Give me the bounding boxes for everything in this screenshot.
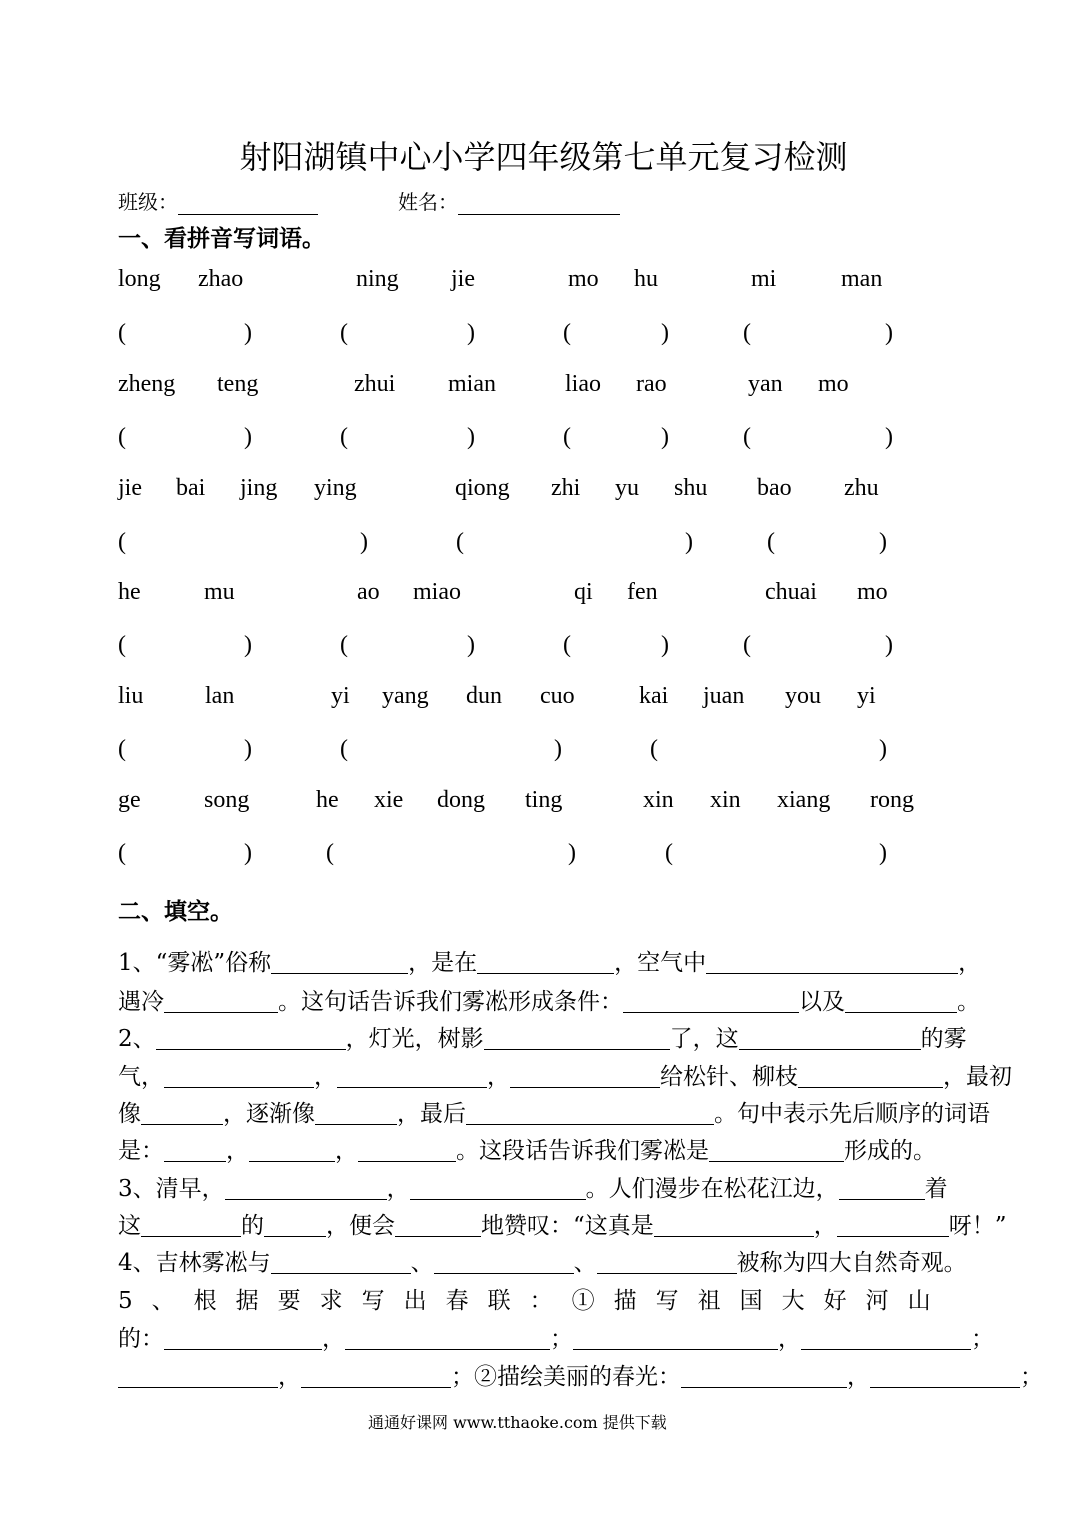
q5-line1: 5、根据要求写出春联：①描写祖国大好河山 (118, 1288, 950, 1314)
answer-paren-close: ) (467, 320, 475, 346)
pinyin: zhu (844, 475, 879, 501)
pinyin: mu (204, 579, 235, 605)
answer-blank[interactable] (141, 1214, 241, 1237)
answer-paren-open: ( (118, 529, 126, 555)
answer-paren-close: ) (467, 424, 475, 450)
answer-blank[interactable] (434, 1251, 574, 1274)
answer-blank[interactable] (118, 1365, 278, 1388)
answer-paren-close: ) (244, 632, 252, 658)
answer-paren-close: ) (879, 736, 887, 762)
answer-paren-close: ) (244, 736, 252, 762)
answer-paren-open: ( (118, 320, 126, 346)
answer-paren-close: ) (661, 632, 669, 658)
answer-blank[interactable] (337, 1065, 487, 1088)
pinyin: chuai (765, 579, 817, 605)
answer-blank[interactable] (706, 951, 958, 974)
answer-paren-close: ) (885, 424, 893, 450)
pinyin: qiong (455, 475, 510, 501)
answer-blank[interactable] (271, 951, 408, 974)
pinyin: mian (448, 371, 496, 397)
pinyin: long (118, 266, 161, 292)
answer-blank[interactable] (681, 1365, 847, 1388)
pinyin: ying (314, 475, 357, 501)
pinyin: you (785, 683, 821, 709)
pinyin: zhao (198, 266, 244, 292)
answer-paren-open: ( (118, 840, 126, 866)
answer-paren-close: ) (467, 632, 475, 658)
answer-blank[interactable] (410, 1177, 586, 1200)
answer-blank[interactable] (466, 1102, 714, 1125)
answer-blank[interactable] (164, 990, 278, 1013)
answer-paren-open: ( (665, 840, 673, 866)
q2-line4: 是： ， ， 。这段话告诉我们雾凇是 形成的。 (118, 1138, 936, 1164)
pinyin: xin (643, 787, 674, 813)
answer-paren-close: ) (360, 529, 368, 555)
answer-paren-open: ( (743, 424, 751, 450)
answer-paren-close: ) (661, 424, 669, 450)
pinyin: he (316, 787, 339, 813)
pinyin: dong (437, 787, 485, 813)
pinyin: mo (818, 371, 849, 397)
answer-blank[interactable] (225, 1177, 387, 1200)
pinyin: yu (615, 475, 639, 501)
answer-blank[interactable] (141, 1102, 223, 1125)
answer-blank[interactable] (164, 1139, 226, 1162)
answer-blank[interactable] (623, 990, 799, 1013)
pinyin: liao (565, 371, 601, 397)
pinyin: ao (357, 579, 380, 605)
pinyin: kai (639, 683, 669, 709)
answer-paren-open: ( (118, 424, 126, 450)
q2-line2: 气， ， ， 给松针、柳枝 ，最初 (118, 1064, 1012, 1090)
pinyin: xiang (777, 787, 831, 813)
q5-line2: 的： ， ； ， ； (118, 1326, 994, 1352)
pinyin: ning (356, 266, 399, 292)
pinyin: yan (748, 371, 783, 397)
answer-blank[interactable] (156, 1027, 346, 1050)
section1-heading: 一、看拼音写词语。 (118, 225, 325, 252)
name-field (398, 186, 620, 215)
q5-line3: ， ；②描绘美丽的春光： ， ； (118, 1358, 1043, 1391)
pinyin: jing (240, 475, 278, 501)
q3-line1: 3、清早， ， 。人们漫步在松花江边， 着 (118, 1176, 948, 1202)
q2-line3: 像 ，逐渐像 ，最后 。句中表示先后顺序的词语 (118, 1101, 990, 1127)
pinyin: fen (627, 579, 658, 605)
answer-blank[interactable] (739, 1027, 921, 1050)
page-title: 射阳湖镇中心小学四年级第七单元复习检测 (239, 138, 848, 176)
q1-line2: 遇冷 。这句话告诉我们雾凇形成条件： 以及 。 (118, 989, 980, 1015)
pinyin: juan (703, 683, 745, 709)
pinyin: mo (568, 266, 599, 292)
pinyin: yi (331, 683, 350, 709)
answer-paren-open: ( (650, 736, 658, 762)
pinyin: dun (466, 683, 502, 709)
answer-blank[interactable] (845, 990, 957, 1013)
q1-line1: 1、“雾凇”俗称 ，是在 ，空气中 ， (118, 950, 982, 976)
pinyin: teng (217, 371, 259, 397)
pinyin: jie (118, 475, 142, 501)
answer-paren-close: ) (879, 840, 887, 866)
pinyin: zheng (118, 371, 176, 397)
answer-paren-open: ( (326, 840, 334, 866)
pinyin: yang (382, 683, 429, 709)
pinyin: xin (710, 787, 741, 813)
pinyin: ting (525, 787, 563, 813)
answer-blank[interactable] (164, 1327, 322, 1350)
answer-paren-open: ( (118, 736, 126, 762)
answer-blank[interactable] (801, 1327, 971, 1350)
pinyin: song (204, 787, 250, 813)
answer-paren-open: ( (563, 632, 571, 658)
pinyin: miao (413, 579, 461, 605)
answer-blank[interactable] (301, 1365, 451, 1388)
class-field (118, 186, 318, 215)
q3-line2: 这 的 ，便会 地赞叹：“这真是 ， 呀！” (118, 1213, 1007, 1239)
answer-paren-close: ) (885, 632, 893, 658)
answer-blank[interactable] (315, 1102, 397, 1125)
pinyin: he (118, 579, 141, 605)
pinyin: qi (574, 579, 593, 605)
pinyin: ge (118, 787, 141, 813)
answer-blank[interactable] (597, 1251, 737, 1274)
answer-paren-close: ) (879, 529, 887, 555)
pinyin: bao (757, 475, 792, 501)
answer-paren-close: ) (885, 320, 893, 346)
answer-blank[interactable] (264, 1214, 326, 1237)
answer-paren-open: ( (743, 320, 751, 346)
answer-blank[interactable] (271, 1251, 411, 1274)
pinyin: zhi (551, 475, 581, 501)
answer-paren-close: ) (568, 840, 576, 866)
answer-blank[interactable] (839, 1177, 925, 1200)
answer-paren-close: ) (554, 736, 562, 762)
answer-paren-close: ) (244, 320, 252, 346)
answer-paren-close: ) (685, 529, 693, 555)
answer-blank[interactable] (870, 1365, 1020, 1388)
answer-blank[interactable] (477, 951, 614, 974)
answer-paren-open: ( (340, 320, 348, 346)
answer-blank[interactable] (395, 1214, 481, 1237)
footer-credit: 通通好课网 www.tthaoke.com 提供下载 (368, 1413, 667, 1432)
answer-paren-open: ( (340, 632, 348, 658)
answer-blank[interactable] (484, 1027, 670, 1050)
answer-paren-open: ( (118, 632, 126, 658)
answer-paren-open: ( (563, 320, 571, 346)
answer-paren-open: ( (456, 529, 464, 555)
pinyin: liu (118, 683, 144, 709)
pinyin: mo (857, 579, 888, 605)
pinyin: hu (634, 266, 658, 292)
answer-blank[interactable] (837, 1214, 949, 1237)
answer-paren-close: ) (244, 840, 252, 866)
answer-blank[interactable] (798, 1065, 943, 1088)
answer-paren-close: ) (661, 320, 669, 346)
class-blank[interactable] (178, 194, 318, 215)
answer-paren-open: ( (340, 424, 348, 450)
answer-blank[interactable] (164, 1065, 314, 1088)
answer-blank[interactable] (358, 1139, 456, 1162)
pinyin: cuo (540, 683, 575, 709)
q4-line1: 4、吉林雾凇与 、 、 被称为四大自然奇观。 (118, 1250, 967, 1276)
pinyin: rao (636, 371, 667, 397)
answer-paren-open: ( (767, 529, 775, 555)
pinyin: zhui (354, 371, 396, 397)
q2-line1: 2、 ，灯光，树影 了，这 的雾 (118, 1026, 967, 1052)
answer-blank[interactable] (573, 1327, 778, 1350)
name-label: 姓名： (398, 190, 458, 214)
answer-paren-open: ( (563, 424, 571, 450)
answer-blank[interactable] (249, 1139, 335, 1162)
pinyin: jie (451, 266, 475, 292)
pinyin: bai (176, 475, 206, 501)
answer-paren-close: ) (244, 424, 252, 450)
pinyin: man (841, 266, 883, 292)
name-blank[interactable] (458, 194, 620, 215)
pinyin: xie (374, 787, 404, 813)
pinyin: lan (205, 683, 235, 709)
answer-paren-open: ( (743, 632, 751, 658)
section2-heading: 二、填空。 (118, 898, 233, 925)
pinyin: yi (857, 683, 876, 709)
answer-blank[interactable] (654, 1214, 814, 1237)
answer-paren-open: ( (340, 736, 348, 762)
pinyin: shu (674, 475, 708, 501)
pinyin: rong (870, 787, 914, 813)
answer-blank[interactable] (510, 1065, 660, 1088)
answer-blank[interactable] (345, 1327, 550, 1350)
class-label: 班级： (118, 190, 178, 214)
pinyin: mi (751, 266, 777, 292)
answer-blank[interactable] (709, 1139, 844, 1162)
